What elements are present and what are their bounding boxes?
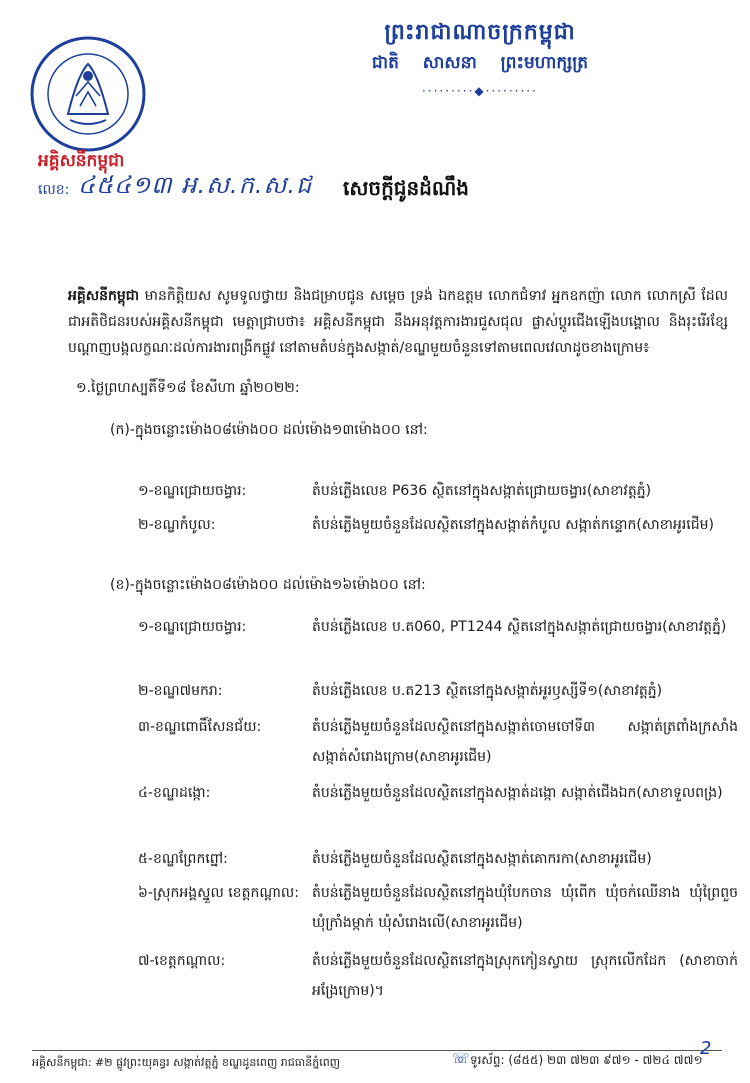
- page-number: 2: [700, 1038, 712, 1059]
- district-label: ៣-ខណ្ឌពោធិ៍សែនជ័យ:: [138, 719, 262, 735]
- header-ornament: ·········◆·········: [422, 84, 538, 98]
- area-description: តំបន់ភ្លើងលេខ ប.ត060, PT1244 ស្ថិតនៅក្នុងសង្កាត់ជ្រោយចង្វារ(សាខាវត្តភ្នំ): [312, 619, 727, 635]
- schedule-row: [138, 676, 738, 706]
- reference-label: លេខ:: [38, 182, 70, 198]
- district-label: ៥-ខណ្ឌព្រែកព្នៅ:: [138, 851, 228, 867]
- area-description: តំបន់ភ្លើងមួយចំនួនដែលស្ថិតនៅក្នុងសង្កាត់ដង្កោ សង្កាត់ជើងឯក(សាខាទួលពង្រ): [312, 785, 723, 801]
- district-label: ៦-ស្រុកអង្គស្នួល ខេត្តកណ្តាល:: [138, 885, 299, 901]
- area-description: តំបន់ភ្លើងមួយចំនួនដែលស្ថិតនៅក្នុងសង្កាត់កំបូល សង្កាត់កន្ទោក(សាខាអូរជើម): [312, 517, 714, 533]
- schedule-row: [138, 712, 738, 772]
- district-label: ៤-ខណ្ឌដង្កោ:: [138, 785, 211, 801]
- district-label: ២-ខណ្ឌ៧មករា:: [138, 683, 223, 699]
- period-b-label: (ខ)-ក្នុងចន្លោះម៉ោង០៨ម៉ោង០០ ដល់ម៉ោង១៦ម៉ោង០០ នៅ:: [110, 577, 426, 593]
- area-description: តំបន់ភ្លើងលេខ ប.ត213 ស្ថិតនៅក្នុងសង្កាត់អូរឫស្សីទី១(សាខាវត្តភ្នំ): [312, 683, 663, 699]
- edc-seal-logo: [28, 34, 148, 154]
- schedule-row: [138, 476, 738, 506]
- schedule-row: [138, 946, 738, 1006]
- area-description: តំបន់ភ្លើងមួយចំនួនដែលស្ថិតនៅក្នុងឃុំបែកចាន ឃុំពើក ឃុំចក់ឈើនាង ឃុំព្រៃពួច ឃុំក្រាំងម្កាក់ ឃុំសំរោងលើ(សាខាអូរជើម): [312, 885, 738, 931]
- intro-org-name: អគ្គិសនីកម្ពុជា: [68, 288, 140, 304]
- schedule-row: [138, 778, 738, 838]
- schedule-date: ១.ថ្ងៃព្រហស្បតិ៍ទី១៨ ខែសីហា ឆ្នាំ២០២២:: [76, 380, 300, 396]
- reference-number: ៤៥៤១៣ អ.ស.ក.ស.ជ: [78, 171, 313, 199]
- intro-text: មានកិត្តិយស សូមទូលថ្វាយ និងជម្រាបជូន សម្តេច ទ្រង់ ឯកឧត្តម លោកជំទាវ អ្នកឧកញ៉ា លោក លោកស្រី ដែលជាអតិថិជនរបស់អគ្គិសនីកម្ពុជា មេត្តាជ្រាបថា៖ អគ្គិសនីកម្ពុជា នឹងអនុវត្តការងារជួសជុល ផ្លាស់ប្តូរជើងឡើងបង្គោល និងរុះរើរខ្សែបណ្តាញបង្កលក្ខណៈដល់ការងារពង្រីកផ្លូវ នៅតាមតំបន់ក្នុងសង្កាត់/ខណ្ឌមួយចំនួនទៅតាមពេលវេលាដូចខាងក្រោម៖: [68, 288, 728, 356]
- organization-name: អគ្គិសនីកម្ពុជា: [38, 151, 125, 171]
- footer-phone: ទូរស័ព្ទ: (៨៥៥) ២៣ ៧២៣ ៩៧១ - ៧២៤ ៧៧១: [470, 1053, 703, 1067]
- period-a-label: (ក)-ក្នុងចន្លោះម៉ោង០៨ម៉ោង០០ ដល់ម៉ោង១៣ម៉ោង០០ នៅ:: [110, 422, 428, 438]
- document-title: សេចក្តីជូនដំណឹង: [343, 176, 469, 200]
- phone-icon: ☏: [452, 1051, 470, 1067]
- district-label: ១-ខណ្ឌជ្រោយចង្វារ:: [138, 483, 247, 499]
- footer-address: អគ្គិសនីកម្ពុជា: #២ ផ្លូវព្រះយុគន្ធរ សង្កាត់វត្តភ្នំ ខណ្ឌដូនពេញ រាជធានីភ្នំពេញ: [32, 1056, 341, 1069]
- schedule-row: [138, 878, 738, 938]
- area-description: តំបន់ភ្លើងមួយចំនួនដែលស្ថិតនៅក្នុងស្រុកកៀនស្វាយ ស្រុកលើកដែក (សាខាចាក់អង្រែក្រោម)។: [312, 953, 738, 999]
- district-label: ២-ខណ្ឌកំបូល:: [138, 517, 216, 533]
- intro-paragraph: [68, 283, 728, 361]
- footer-divider: [32, 1050, 722, 1051]
- schedule-row: [138, 510, 738, 570]
- national-motto: ជាតិ សាសនា ព្រះមហាក្សត្រ: [371, 53, 589, 73]
- kingdom-title: ព្រះរាជាណាចក្រកម្ពុជា: [384, 20, 576, 45]
- schedule-row: [138, 612, 738, 672]
- district-label: ១-ខណ្ឌជ្រោយចង្វារ:: [138, 619, 247, 635]
- area-description: តំបន់ភ្លើងមួយចំនួនដែលស្ថិតនៅក្នុងសង្កាត់ចោមចៅទី៣ សង្កាត់ត្រពាំងក្រសាំង សង្កាត់សំរោងក្រោម(សាខាអូរជើម): [312, 719, 738, 765]
- schedule-row: [138, 844, 738, 874]
- district-label: ៧-ខេត្តកណ្តាល:: [138, 953, 226, 969]
- area-description: តំបន់ភ្លើងលេខ P636 ស្ថិតនៅក្នុងសង្កាត់ជ្រោយចង្វារ(សាខាវត្តភ្នំ): [312, 483, 652, 499]
- area-description: តំបន់ភ្លើងមួយចំនួនដែលស្ថិតនៅក្នុងសង្កាត់គោករកា(សាខាអូរជើម): [312, 851, 652, 867]
